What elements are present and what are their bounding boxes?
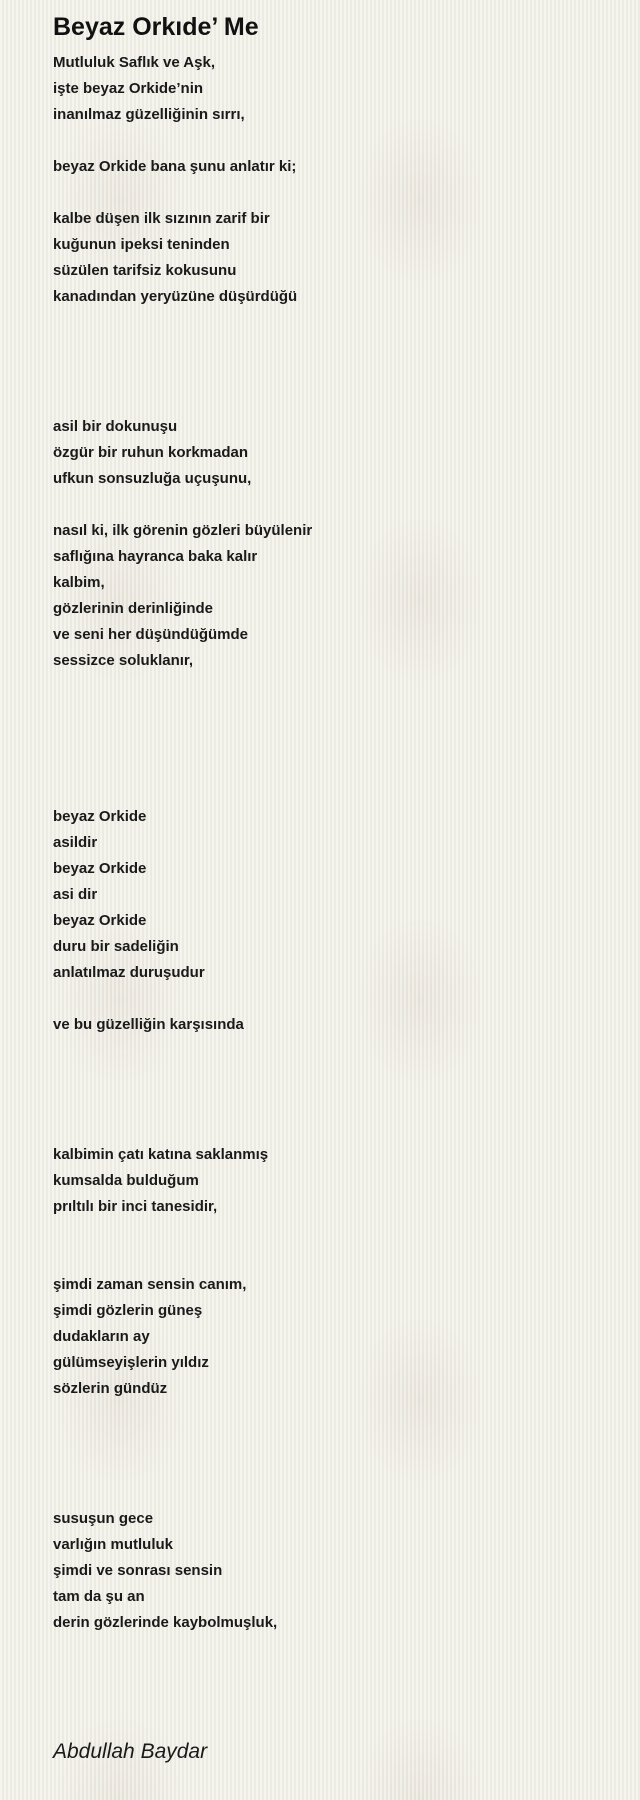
poem-title: Beyaz Orkıde’ Me [53, 13, 259, 41]
poem-blank-line [53, 1116, 613, 1142]
poem-line: işte beyaz Orkide’nin [53, 80, 204, 97]
poem-line: asi dir [53, 886, 98, 903]
poem-line: asildir [53, 834, 98, 851]
poem-blank-line [53, 778, 613, 804]
poem-line: derin gözlerinde kaybolmuşluk, [53, 1614, 278, 1631]
poem-blank-line [53, 336, 613, 362]
poem-line: özgür bir ruhun korkmadan [53, 444, 249, 461]
poem-line: sessizce soluklanır, [53, 652, 194, 669]
poem-line: kalbim, [53, 574, 105, 591]
poem-body [53, 50, 613, 1636]
poem-blank-line [53, 1454, 613, 1480]
poem-line: kalbimin çatı katına saklanmış [53, 1146, 269, 1163]
poem-line: Mutluluk Saflık ve Aşk, [53, 54, 215, 71]
poem-blank-line [53, 362, 613, 388]
poem-blank-line [53, 1090, 613, 1116]
poem-line: ufkun sonsuzluğa uçuşunu, [53, 470, 252, 487]
poem-line: asil bir dokunuşu [53, 418, 178, 435]
poem-line: beyaz Orkide bana şunu anlatır ki; [53, 158, 297, 175]
poem-author: Abdullah Baydar [53, 1740, 208, 1763]
poem-blank-line [53, 388, 613, 414]
poem-line: varlığın mutluluk [53, 1536, 174, 1553]
poem-blank-line [53, 752, 613, 778]
poem-blank-line [53, 128, 613, 154]
poem-blank-line [53, 674, 613, 700]
poem-blank-line [53, 1064, 613, 1090]
poem-blank-line [53, 1038, 613, 1064]
poem-line: gözlerinin derinliğinde [53, 600, 214, 617]
poem-line: kumsalda bulduğum [53, 1172, 199, 1189]
poem-line: kanadından yeryüzüne düşürdüğü [53, 288, 298, 305]
poem-blank-line [53, 1480, 613, 1506]
poem-line: süzülen tarifsiz kokusunu [53, 262, 237, 279]
poem-line: tam da şu an [53, 1588, 145, 1605]
poem-blank-line [53, 726, 613, 752]
poem-line: şimdi ve sonrası sensin [53, 1562, 223, 1579]
poem-blank-line [53, 1220, 613, 1246]
poem-page [53, 10, 613, 1636]
poem-line: prıltılı bir inci tanesidir, [53, 1198, 218, 1215]
poem-line: sözlerin gündüz [53, 1380, 168, 1397]
poem-line: beyaz Orkide [53, 808, 147, 825]
poem-line: susuşun gece [53, 1510, 154, 1527]
poem-line: kuğunun ipeksi teninden [53, 236, 230, 253]
poem-line: inanılmaz güzelliğinin sırrı, [53, 106, 245, 123]
poem-blank-line [53, 492, 613, 518]
poem-line: ve bu güzelliğin karşısında [53, 1016, 244, 1033]
poem-line: şimdi zaman sensin canım, [53, 1276, 247, 1293]
poem-line: beyaz Orkide [53, 860, 147, 877]
poem-blank-line [53, 1402, 613, 1428]
poem-blank-line [53, 700, 613, 726]
poem-line: kalbe düşen ilk sızının zarif bir [53, 210, 270, 227]
poem-line: ve seni her düşündüğümde [53, 626, 249, 643]
poem-line: anlatılmaz duruşudur [53, 964, 205, 981]
poem-blank-line [53, 310, 613, 336]
poem-line: saflığına hayranca baka kalır [53, 548, 258, 565]
poem-line: duru bir sadeliğin [53, 938, 179, 955]
poem-line: beyaz Orkide [53, 912, 147, 929]
poem-blank-line [53, 1246, 613, 1272]
poem-line: dudakların ay [53, 1328, 150, 1345]
poem-blank-line [53, 180, 613, 206]
poem-blank-line [53, 1428, 613, 1454]
poem-line: nasıl ki, ilk görenin gözleri büyülenir [53, 522, 313, 539]
poem-line: şimdi gözlerin güneş [53, 1302, 203, 1319]
poem-blank-line [53, 986, 613, 1012]
poem-line: gülümseyişlerin yıldız [53, 1354, 209, 1371]
